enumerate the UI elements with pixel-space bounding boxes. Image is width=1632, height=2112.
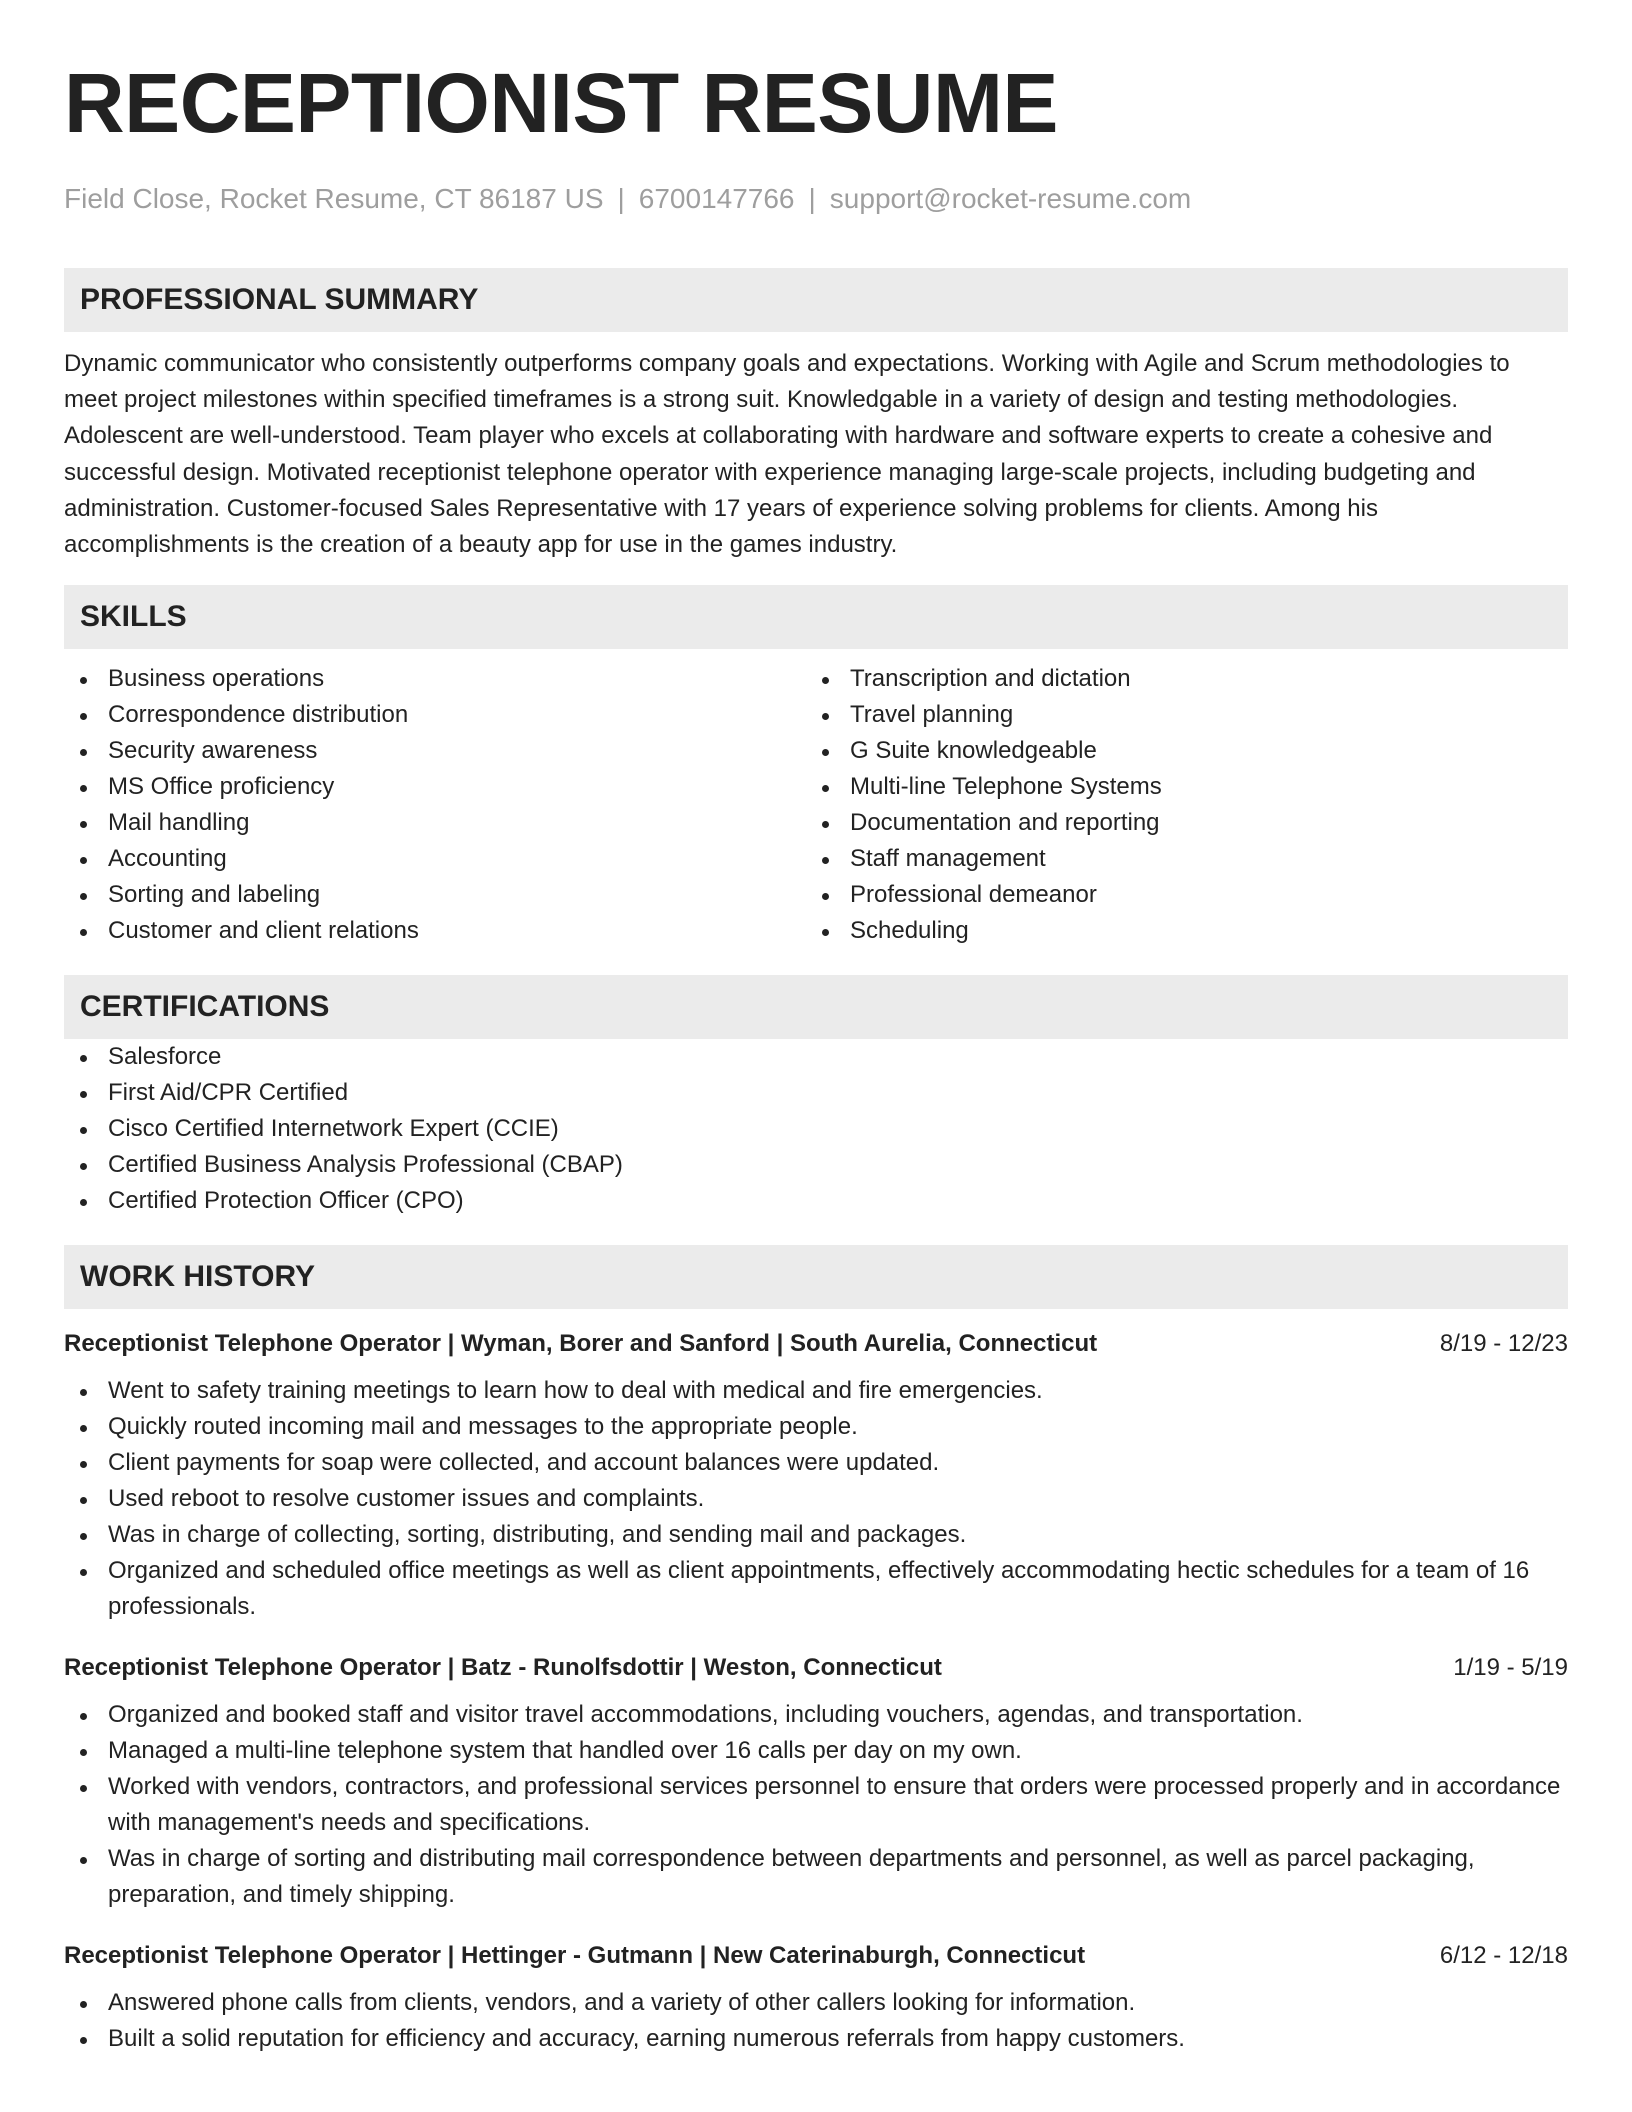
contact-phone[interactable]: 6700147766 <box>638 183 795 214</box>
contact-email[interactable]: support@rocket-resume.com <box>829 183 1192 214</box>
job-bullets <box>64 1985 1568 2057</box>
job-dates: 6/12 - 12/18 <box>1439 1942 1568 1970</box>
job-bullet: Organized and scheduled office meetings as well as client appointments, effectively accommodating hectic schedules for a team of 16 professionals. <box>64 1553 1568 1625</box>
job-bullets <box>64 1373 1568 1625</box>
skill-item: G Suite knowledgeable <box>806 733 1548 769</box>
summary-heading: PROFESSIONAL SUMMARY <box>64 268 1568 332</box>
skills-heading: SKILLS <box>64 585 1568 649</box>
skill-item: Sorting and labeling <box>64 877 806 913</box>
job-bullet: Answered phone calls from clients, vendors, and a variety of other callers looking for information. <box>64 1985 1568 2021</box>
certification-item: Cisco Certified Internetwork Expert (CCIE) <box>64 1111 1568 1147</box>
job-header <box>64 1651 1568 1685</box>
job-entry <box>64 1939 1568 2057</box>
certification-item: Salesforce <box>64 1039 1568 1075</box>
job-title: Receptionist Telephone Operator | Wyman, Borer and Sanford | South Aurelia, Connecticut <box>64 1330 1098 1358</box>
skill-item: Correspondence distribution <box>64 697 806 733</box>
job-dates: 8/19 - 12/23 <box>1439 1330 1568 1358</box>
job-bullet: Client payments for soap were collected, and account balances were updated. <box>64 1445 1568 1481</box>
skills-columns <box>64 661 1568 949</box>
job-bullets <box>64 1697 1568 1913</box>
skill-item: Multi-line Telephone Systems <box>806 769 1548 805</box>
job-entry <box>64 1651 1568 1913</box>
skill-item: Transcription and dictation <box>806 661 1548 697</box>
contact-separator: | <box>808 183 816 214</box>
certification-item: Certified Protection Officer (CPO) <box>64 1183 1568 1219</box>
contact-separator: | <box>617 183 625 214</box>
skill-item: Travel planning <box>806 697 1548 733</box>
skill-item: Accounting <box>64 841 806 877</box>
skill-item: MS Office proficiency <box>64 769 806 805</box>
certification-item: Certified Business Analysis Professional (CBAP) <box>64 1147 1568 1183</box>
job-header <box>64 1327 1568 1361</box>
skill-item: Customer and client relations <box>64 913 806 949</box>
job-bullet: Built a solid reputation for efficiency and accuracy, earning numerous referrals from happy customers. <box>64 2021 1568 2057</box>
contact-line <box>64 182 1568 216</box>
skill-item: Business operations <box>64 661 806 697</box>
contact-address: Field Close, Rocket Resume, CT 86187 US <box>64 183 604 214</box>
job-header <box>64 1939 1568 1973</box>
certifications-heading: CERTIFICATIONS <box>64 975 1568 1039</box>
resume-title: RECEPTIONIST RESUME <box>64 56 1058 150</box>
certification-item: First Aid/CPR Certified <box>64 1075 1568 1111</box>
skill-item: Professional demeanor <box>806 877 1548 913</box>
job-bullet: Quickly routed incoming mail and messages to the appropriate people. <box>64 1409 1568 1445</box>
job-bullet: Went to safety training meetings to learn how to deal with medical and fire emergencies. <box>64 1373 1568 1409</box>
skills-right-list <box>806 661 1548 949</box>
summary-text: Dynamic communicator who consistently outperforms company goals and expectations. Working with Agile and Scrum methodologies to meet project milestones within specified timeframes is a strong suit. Knowledgable in a variety of design and testing methodologies. Adolescent are well-understood. Team player who excels at collaborating with hardware and software experts to create a cohesive and successful design. Motivated receptionist telephone operator with experience managing large-scale projects, including budgeting and administration. Customer-focused Sales Representative with 17 years of experience solving problems for clients. Among his accomplishments is the creation of a beauty app for use in the games industry. <box>64 350 1510 559</box>
skill-item: Documentation and reporting <box>806 805 1548 841</box>
job-bullet: Was in charge of sorting and distributing mail correspondence between departments and personnel, as well as parcel packaging, preparation, and timely shipping. <box>64 1841 1568 1913</box>
job-bullet: Managed a multi-line telephone system that handled over 16 calls per day on my own. <box>64 1733 1568 1769</box>
skill-item: Mail handling <box>64 805 806 841</box>
job-bullet: Organized and booked staff and visitor travel accommodations, including vouchers, agendas, and transportation. <box>64 1697 1568 1733</box>
job-bullet: Was in charge of collecting, sorting, distributing, and sending mail and packages. <box>64 1517 1568 1553</box>
skill-item: Security awareness <box>64 733 806 769</box>
job-dates: 1/19 - 5/19 <box>1453 1654 1568 1682</box>
job-title: Receptionist Telephone Operator | Hettinger - Gutmann | New Caterinaburgh, Connecticut <box>64 1942 1086 1970</box>
skill-item: Scheduling <box>806 913 1548 949</box>
job-title: Receptionist Telephone Operator | Batz - Runolfsdottir | Weston, Connecticut <box>64 1654 942 1682</box>
work-history-heading: WORK HISTORY <box>64 1245 1568 1309</box>
skill-item: Staff management <box>806 841 1548 877</box>
job-bullet: Worked with vendors, contractors, and professional services personnel to ensure that orders were processed properly and in accordance with management's needs and specifications. <box>64 1769 1568 1841</box>
job-bullet: Used reboot to resolve customer issues and complaints. <box>64 1481 1568 1517</box>
certifications-list <box>64 1039 1568 1219</box>
skills-left-list <box>64 661 806 949</box>
job-entry <box>64 1327 1568 1625</box>
